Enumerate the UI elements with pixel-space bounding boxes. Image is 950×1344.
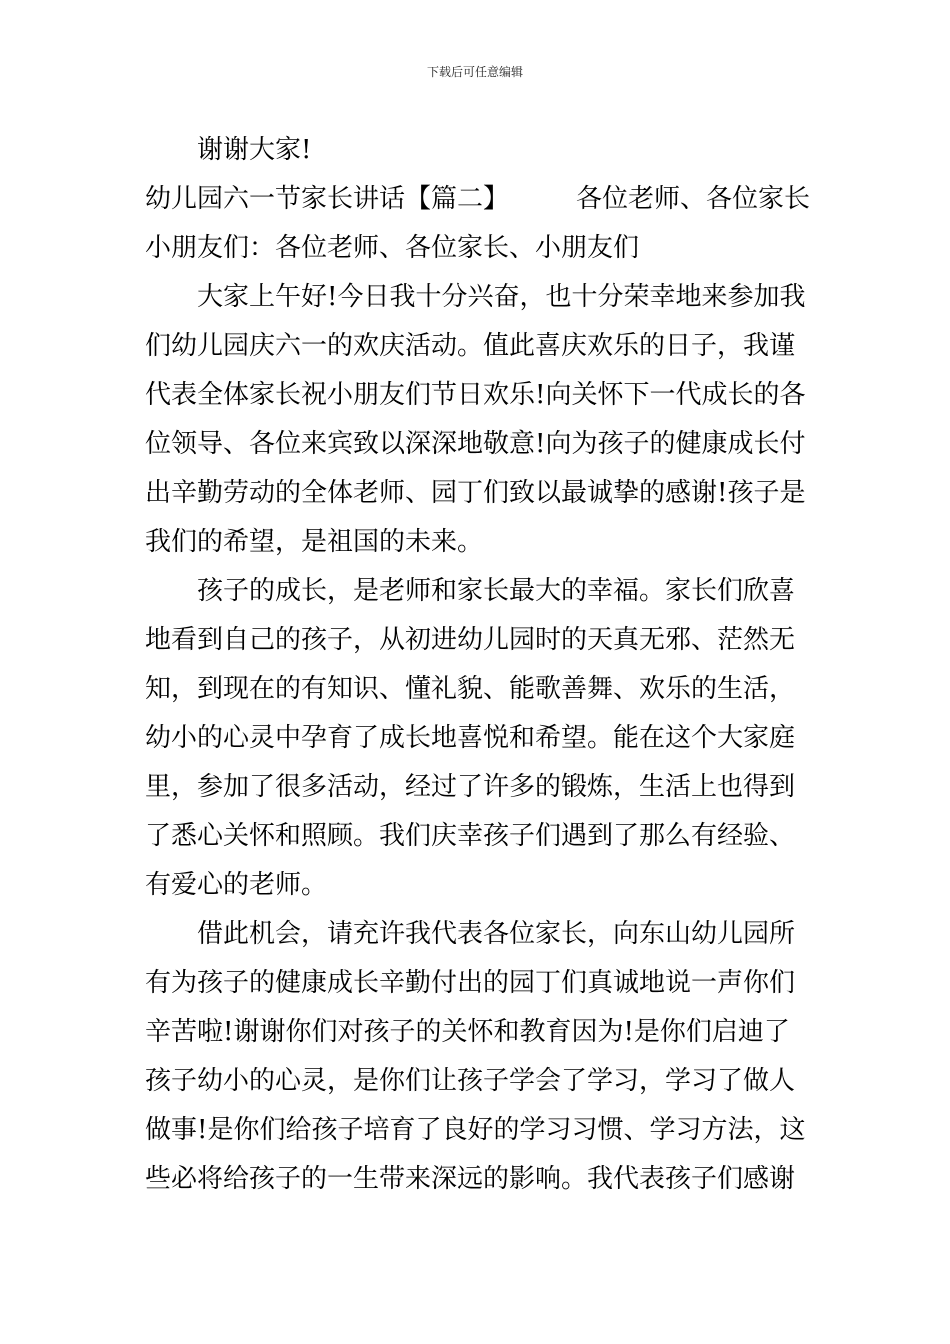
paragraph-line: 我们的希望，是祖国的未来。 bbox=[145, 527, 484, 557]
paragraph-line: 代表全体家长祝小朋友们节日欢乐!向关怀下一代成长的各 bbox=[145, 380, 806, 410]
paragraph-line: 幼小的心灵中孕育了成长地喜悦和希望。能在这个大家庭 bbox=[145, 723, 796, 753]
paragraph-line: 有爱心的老师。 bbox=[145, 870, 328, 900]
paragraph-line: 孩子幼小的心灵，是你们让孩子学会了学习，学习了做人 bbox=[145, 1066, 796, 1096]
paragraph-line: 孩子的成长，是老师和家长最大的幸福。家长们欣喜 bbox=[197, 576, 796, 606]
paragraph-line: 地看到自己的孩子，从初进幼儿园时的天真无邪、茫然无 bbox=[145, 625, 796, 655]
document-body bbox=[145, 126, 810, 1204]
paragraph-line: 位领导、各位来宾致以深深地敬意!向为孩子的健康成长付 bbox=[145, 429, 806, 459]
section-title-line bbox=[145, 175, 810, 224]
paragraph-line: 知，到现在的有知识、懂礼貌、能歌善舞、欢乐的生活， bbox=[145, 674, 796, 704]
paragraph-line: 们幼儿园庆六一的欢庆活动。值此喜庆欢乐的日子，我谨 bbox=[145, 331, 796, 361]
page-header: 下载后可任意编辑 bbox=[426, 65, 523, 79]
paragraph-line: 里，参加了很多活动，经过了许多的锻炼，生活上也得到 bbox=[145, 772, 796, 802]
paragraph-line: 有为孩子的健康成长辛勤付出的园丁们真诚地说一声你们 bbox=[145, 968, 796, 998]
paragraph-line: 些必将给孩子的一生带来深远的影响。我代表孩子们感谢 bbox=[145, 1164, 796, 1194]
paragraph-line: 了悉心关怀和照顾。我们庆幸孩子们遇到了那么有经验、 bbox=[145, 821, 796, 851]
paragraph-line: 借此机会，请充许我代表各位家长，向东山幼儿园所 bbox=[197, 919, 796, 949]
paragraph-line: 辛苦啦!谢谢你们对孩子的关怀和教育因为!是你们启迪了 bbox=[145, 1017, 790, 1047]
paragraph-line: 做事!是你们给孩子培育了良好的学习习惯、学习方法，这 bbox=[145, 1115, 806, 1145]
closing-line: 谢谢大家! bbox=[197, 135, 312, 165]
salutation-line: 小朋友们：各位老师、各位家长、小朋友们 bbox=[145, 233, 640, 263]
salutation-start: 各位老师、各位家长 bbox=[575, 184, 810, 214]
paragraph-line: 大家上午好!今日我十分兴奋，也十分荣幸地来参加我 bbox=[197, 282, 806, 312]
section-title: 幼儿园六一节家长讲话【篇二】 bbox=[145, 184, 510, 214]
paragraph-line: 出辛勤劳动的全体老师、园丁们致以最诚挚的感谢!孩子是 bbox=[145, 478, 806, 508]
